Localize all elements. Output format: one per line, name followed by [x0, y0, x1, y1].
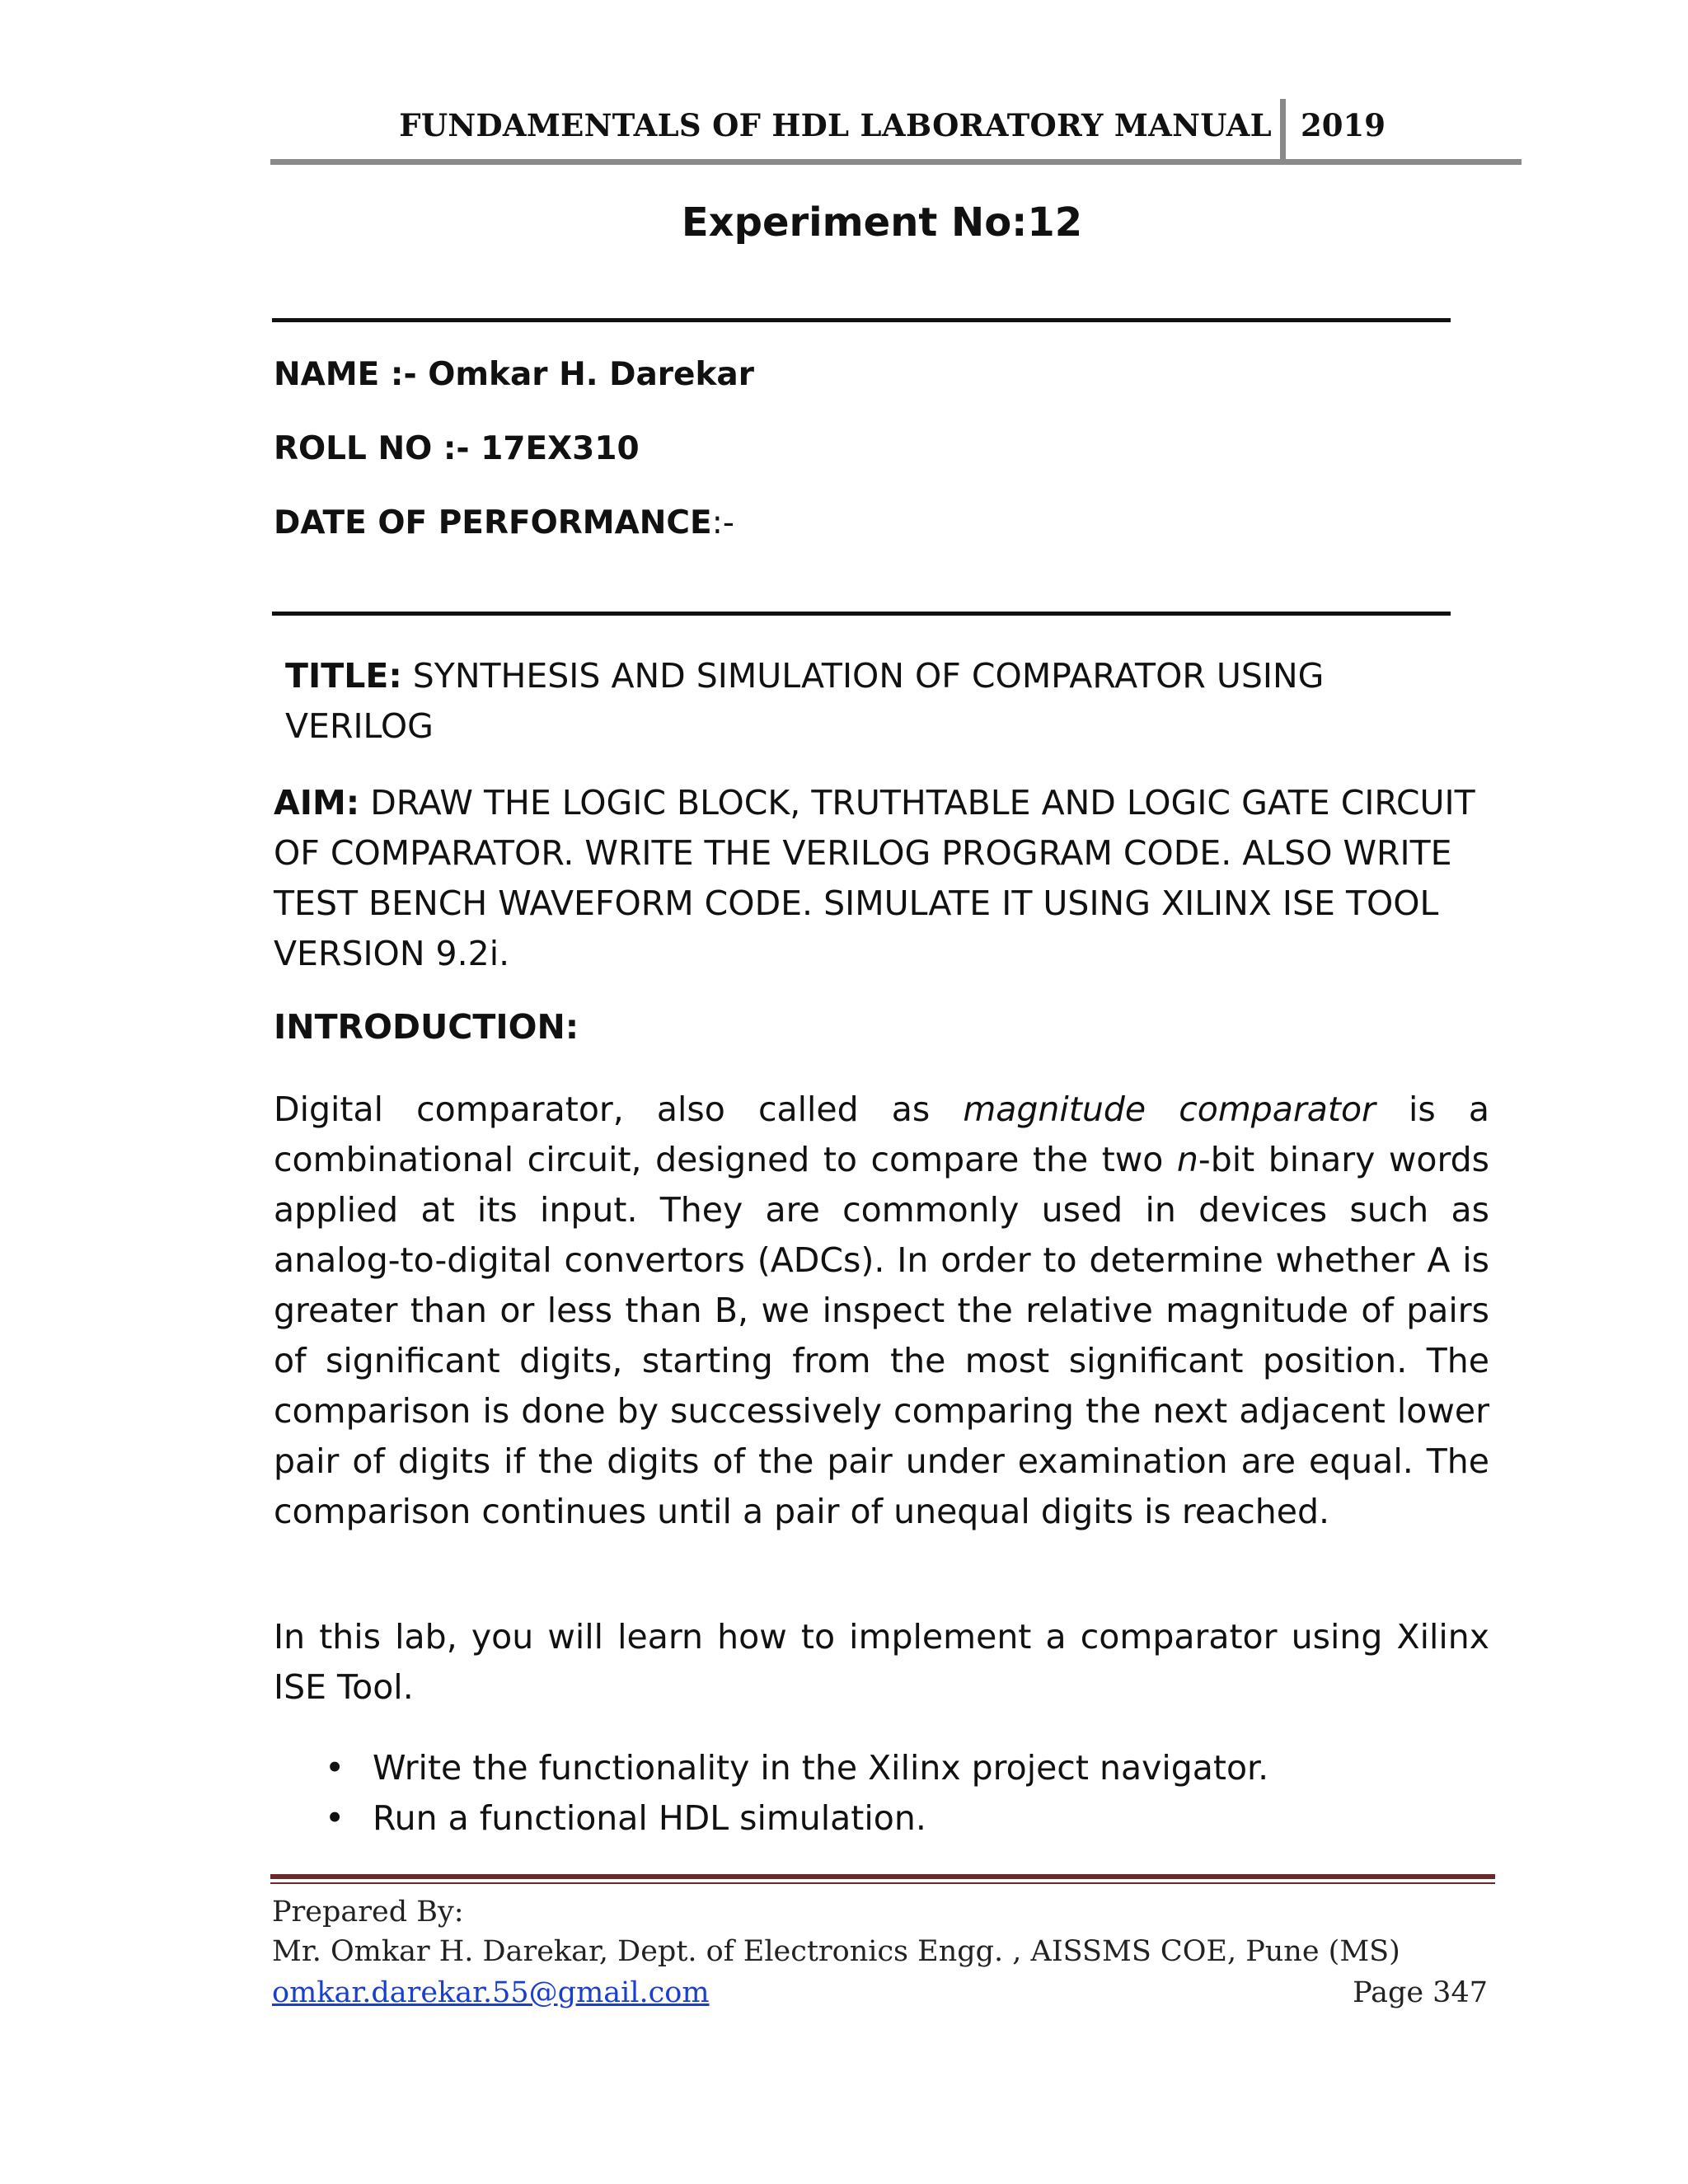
footer-author: Mr. Omkar H. Darekar, Dept. of Electronics Engg. , AISSMS COE, Pune (MS): [272, 1935, 1400, 1968]
introduction-paragraph: [274, 1085, 1489, 1537]
introduction-heading: INTRODUCTION:: [274, 1007, 579, 1047]
intro-text-1: Digital comparator, also called as: [274, 1090, 964, 1129]
list-item: [274, 1743, 1268, 1793]
list-item-text: Run a functional HDL simulation.: [373, 1798, 926, 1838]
list-item-text: Write the functionality in the Xilinx project navigator.: [373, 1748, 1269, 1788]
footer-email-link[interactable]: omkar.darekar.55@gmail.com: [272, 1976, 710, 2009]
divider-top: [272, 318, 1451, 322]
aim-label: AIM:: [274, 783, 360, 823]
intro-text-2: is a combinational circuit, designed to compare the two: [274, 1090, 1489, 1179]
bullet-icon: •: [325, 1748, 345, 1788]
footer-email-line: [272, 1976, 710, 2009]
lab-paragraph: In this lab, you will learn how to implement a comparator using Xilinx ISE Tool.: [274, 1617, 1489, 1707]
aim-text: DRAW THE LOGIC BLOCK, TRUTHTABLE AND LOGIC GATE CIRCUIT OF COMPARATOR. WRITE THE VERILOG PROGRAM CODE. ALSO WRITE TEST BENCH WAVEFORM CODE. SIMULATE IT USING XILINX ISE TOOL VERSION 9.2i.: [274, 783, 1475, 973]
header-divider: [1280, 99, 1286, 162]
divider-bottom: [272, 612, 1451, 616]
footer-prepared-by: Prepared By:: [272, 1896, 464, 1929]
manual-year: 2019: [1301, 107, 1386, 143]
student-name-text: NAME :- Omkar H. Darekar: [274, 356, 754, 393]
manual-title: FUNDAMENTALS OF HDL LABORATORY MANUAL: [399, 107, 1272, 143]
bullet-icon: •: [325, 1798, 345, 1838]
title-text: SYNTHESIS AND SIMULATION OF COMPARATOR USING VERILOG: [285, 656, 1325, 746]
title-label: TITLE:: [285, 656, 402, 696]
date-label: DATE OF PERFORMANCE: [274, 504, 712, 541]
footer-rule-thin: [270, 1882, 1495, 1884]
task-list: [274, 1743, 1268, 1844]
roll-number-text: ROLL NO :- 17EX310: [274, 430, 640, 467]
intro-italic-n: n: [1176, 1140, 1198, 1179]
aim-section: [274, 778, 1493, 979]
footer-rule-thick: [270, 1874, 1495, 1879]
intro-text-3: -bit binary words applied at its input. They are commonly used in devices such as analog-to-digital convertors (ADCs). In order to determine whether A is greater than or less than B, we inspect the relative magnitude of pairs of significant digits, starting from the most significant position. The comparison is done by successively comparing the next adjacent lower pair of digits if the digits of the pair under examination are equal. The comparison continues until a pair of unequal digits is reached.: [274, 1140, 1489, 1531]
date-suffix: :-: [711, 504, 734, 541]
student-name: [274, 356, 754, 393]
experiment-title: Experiment No:12: [681, 199, 1083, 246]
date-of-performance: [274, 504, 734, 541]
list-item: [274, 1793, 1268, 1844]
title-section: [274, 651, 1472, 752]
header-rule: [270, 159, 1522, 165]
page-number: Page 347: [1353, 1976, 1488, 2009]
roll-number: [274, 430, 640, 467]
intro-italic-term: magnitude comparator: [963, 1090, 1376, 1129]
